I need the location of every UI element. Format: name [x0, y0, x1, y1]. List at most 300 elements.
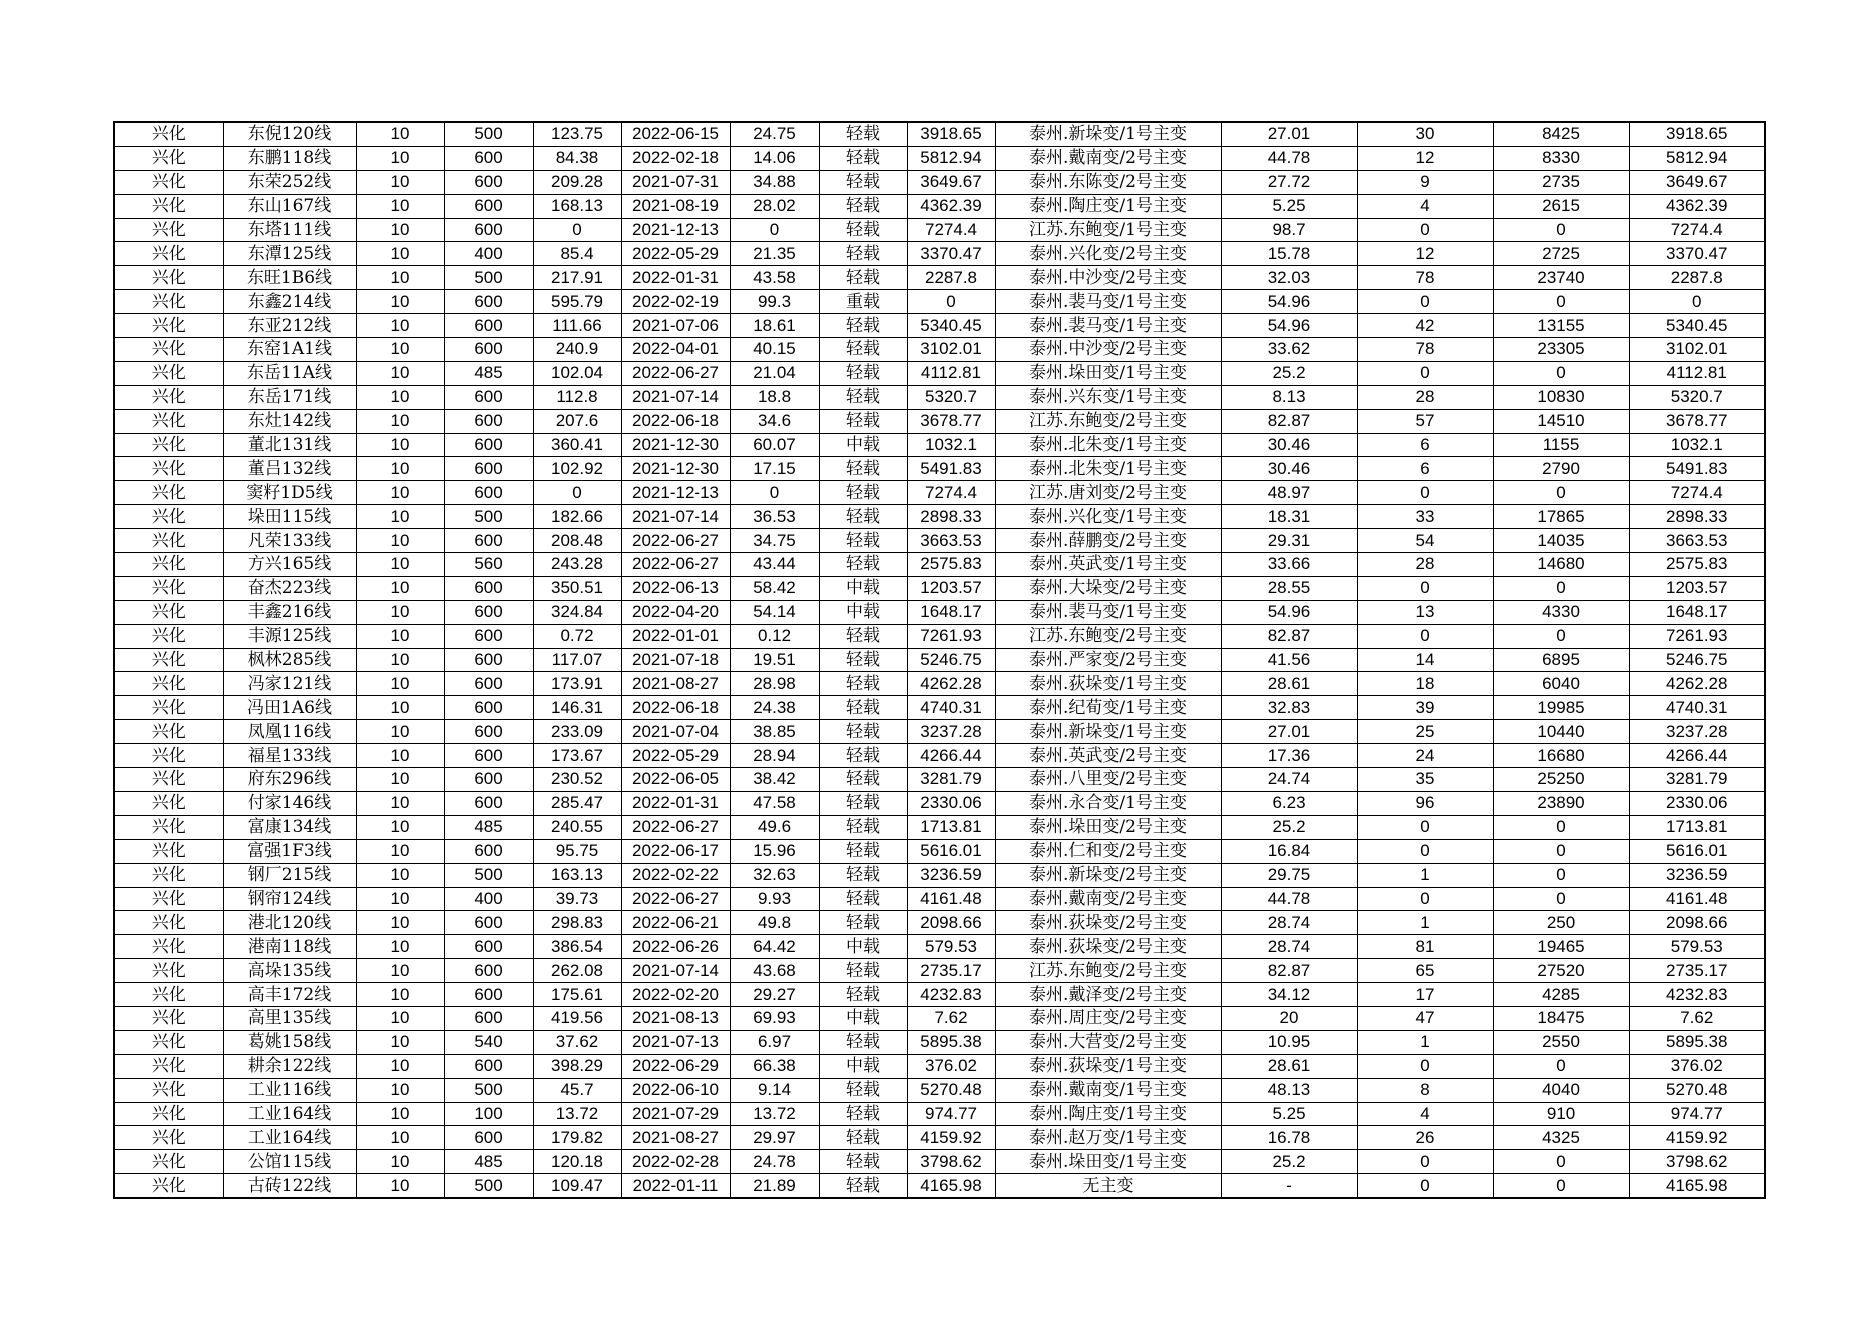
- load-status-cell: 中载: [819, 600, 907, 624]
- capacity-cell: 600: [444, 146, 533, 170]
- load-cell: 163.13: [533, 863, 621, 887]
- load-cell: 0: [533, 481, 621, 505]
- amount-cell: 19465: [1493, 935, 1629, 959]
- count-cell: 0: [1357, 1174, 1493, 1198]
- load-status-cell: 轻载: [819, 529, 907, 553]
- table-row: [114, 481, 1765, 505]
- remaining-capacity-cell: 3649.67: [1629, 170, 1765, 194]
- amount-cell: 0: [1493, 624, 1629, 648]
- voltage-cell: 10: [356, 624, 444, 648]
- count-cell: 1: [1357, 1030, 1493, 1054]
- available-capacity-cell: 4362.39: [907, 194, 995, 218]
- load-cell: 111.66: [533, 314, 621, 338]
- count-cell: 8: [1357, 1078, 1493, 1102]
- load-rate-cell: 6.97: [730, 1030, 819, 1054]
- voltage-cell: 10: [356, 385, 444, 409]
- amount-cell: 0: [1493, 1054, 1629, 1078]
- transformer-load-rate-cell: 48.13: [1221, 1078, 1357, 1102]
- load-status-cell: 轻载: [819, 887, 907, 911]
- capacity-cell: 600: [444, 170, 533, 194]
- transformer-cell: 泰州.垛田变/1号主变: [995, 361, 1221, 385]
- available-capacity-cell: 3370.47: [907, 242, 995, 266]
- line-name-cell: 东旺1B6线: [223, 266, 356, 290]
- transformer-load-rate-cell: 28.61: [1221, 1054, 1357, 1078]
- amount-cell: 10440: [1493, 720, 1629, 744]
- region-cell: 兴化: [114, 768, 223, 792]
- voltage-cell: 10: [356, 672, 444, 696]
- capacity-cell: 400: [444, 242, 533, 266]
- transformer-cell: 泰州.英武变/1号主变: [995, 553, 1221, 577]
- load-cell: 109.47: [533, 1174, 621, 1198]
- transformer-load-rate-cell: 48.97: [1221, 481, 1357, 505]
- capacity-cell: 600: [444, 290, 533, 314]
- available-capacity-cell: 7.62: [907, 1006, 995, 1030]
- voltage-cell: 10: [356, 1174, 444, 1198]
- available-capacity-cell: 3237.28: [907, 720, 995, 744]
- remaining-capacity-cell: 5895.38: [1629, 1030, 1765, 1054]
- amount-cell: 0: [1493, 1174, 1629, 1198]
- transformer-cell: 泰州.东陈变/2号主变: [995, 170, 1221, 194]
- table-row: [114, 1054, 1765, 1078]
- load-status-cell: 轻载: [819, 1102, 907, 1126]
- region-cell: 兴化: [114, 648, 223, 672]
- transformer-load-rate-cell: 5.25: [1221, 194, 1357, 218]
- transformer-load-rate-cell: 28.61: [1221, 672, 1357, 696]
- count-cell: 54: [1357, 529, 1493, 553]
- count-cell: 0: [1357, 839, 1493, 863]
- transformer-load-rate-cell: 17.36: [1221, 744, 1357, 768]
- transformer-cell: 泰州.兴化变/1号主变: [995, 505, 1221, 529]
- load-cell: 240.9: [533, 338, 621, 362]
- load-cell: 398.29: [533, 1054, 621, 1078]
- voltage-cell: 10: [356, 122, 444, 146]
- table-row: [114, 959, 1765, 983]
- count-cell: 28: [1357, 553, 1493, 577]
- line-name-cell: 付家146线: [223, 791, 356, 815]
- capacity-cell: 600: [444, 791, 533, 815]
- table-row: [114, 815, 1765, 839]
- transformer-load-rate-cell: 27.72: [1221, 170, 1357, 194]
- date-cell: 2021-08-27: [621, 1126, 730, 1150]
- load-status-cell: 轻载: [819, 457, 907, 481]
- line-name-cell: 冯家121线: [223, 672, 356, 696]
- transformer-cell: 泰州.陶庄变/1号主变: [995, 194, 1221, 218]
- transformer-load-rate-cell: 8.13: [1221, 385, 1357, 409]
- load-cell: 240.55: [533, 815, 621, 839]
- date-cell: 2022-06-27: [621, 361, 730, 385]
- voltage-cell: 10: [356, 1150, 444, 1174]
- region-cell: 兴化: [114, 122, 223, 146]
- load-status-cell: 轻载: [819, 911, 907, 935]
- capacity-cell: 600: [444, 648, 533, 672]
- region-cell: 兴化: [114, 1126, 223, 1150]
- capacity-cell: 540: [444, 1030, 533, 1054]
- load-rate-cell: 38.42: [730, 768, 819, 792]
- region-cell: 兴化: [114, 983, 223, 1007]
- table-row: [114, 791, 1765, 815]
- capacity-cell: 600: [444, 959, 533, 983]
- load-status-cell: 轻载: [819, 959, 907, 983]
- transformer-load-rate-cell: 30.46: [1221, 457, 1357, 481]
- load-rate-cell: 64.42: [730, 935, 819, 959]
- amount-cell: 2735: [1493, 170, 1629, 194]
- transformer-load-rate-cell: 5.25: [1221, 1102, 1357, 1126]
- remaining-capacity-cell: 5340.45: [1629, 314, 1765, 338]
- capacity-cell: 600: [444, 314, 533, 338]
- date-cell: 2022-06-26: [621, 935, 730, 959]
- transformer-load-rate-cell: 32.03: [1221, 266, 1357, 290]
- voltage-cell: 10: [356, 768, 444, 792]
- load-cell: 182.66: [533, 505, 621, 529]
- load-rate-cell: 29.27: [730, 983, 819, 1007]
- capacity-cell: 600: [444, 935, 533, 959]
- table-row: [114, 1102, 1765, 1126]
- date-cell: 2022-06-10: [621, 1078, 730, 1102]
- transformer-cell: 泰州.严家变/2号主变: [995, 648, 1221, 672]
- table-row: [114, 433, 1765, 457]
- available-capacity-cell: 1713.81: [907, 815, 995, 839]
- table-row: [114, 553, 1765, 577]
- region-cell: 兴化: [114, 935, 223, 959]
- voltage-cell: 10: [356, 1126, 444, 1150]
- load-cell: 112.8: [533, 385, 621, 409]
- load-status-cell: 轻载: [819, 1150, 907, 1174]
- line-name-cell: 窦籽1D5线: [223, 481, 356, 505]
- count-cell: 78: [1357, 338, 1493, 362]
- amount-cell: 8330: [1493, 146, 1629, 170]
- voltage-cell: 10: [356, 457, 444, 481]
- amount-cell: 1155: [1493, 433, 1629, 457]
- capacity-cell: 600: [444, 839, 533, 863]
- count-cell: 39: [1357, 696, 1493, 720]
- date-cell: 2022-06-27: [621, 815, 730, 839]
- region-cell: 兴化: [114, 696, 223, 720]
- transformer-load-rate-cell: 41.56: [1221, 648, 1357, 672]
- amount-cell: 14035: [1493, 529, 1629, 553]
- load-rate-cell: 99.3: [730, 290, 819, 314]
- available-capacity-cell: 7261.93: [907, 624, 995, 648]
- load-status-cell: 轻载: [819, 839, 907, 863]
- transformer-load-rate-cell: 16.84: [1221, 839, 1357, 863]
- available-capacity-cell: 2287.8: [907, 266, 995, 290]
- load-rate-cell: 18.8: [730, 385, 819, 409]
- transformer-cell: 泰州.北朱变/1号主变: [995, 457, 1221, 481]
- capacity-cell: 600: [444, 529, 533, 553]
- load-status-cell: 轻载: [819, 1030, 907, 1054]
- line-name-cell: 丰源125线: [223, 624, 356, 648]
- transformer-load-rate-cell: 82.87: [1221, 409, 1357, 433]
- count-cell: 47: [1357, 1006, 1493, 1030]
- transformer-load-rate-cell: 54.96: [1221, 290, 1357, 314]
- transformer-cell: 泰州.兴化变/2号主变: [995, 242, 1221, 266]
- load-rate-cell: 28.02: [730, 194, 819, 218]
- transformer-load-rate-cell: 15.78: [1221, 242, 1357, 266]
- load-status-cell: 轻载: [819, 242, 907, 266]
- load-rate-cell: 43.68: [730, 959, 819, 983]
- line-name-cell: 方兴165线: [223, 553, 356, 577]
- transformer-cell: 泰州.周庄变/2号主变: [995, 1006, 1221, 1030]
- count-cell: 13: [1357, 600, 1493, 624]
- transformer-cell: 泰州.戴泽变/2号主变: [995, 983, 1221, 1007]
- amount-cell: 0: [1493, 218, 1629, 242]
- transformer-cell: 泰州.仁和变/2号主变: [995, 839, 1221, 863]
- voltage-cell: 10: [356, 815, 444, 839]
- count-cell: 0: [1357, 576, 1493, 600]
- available-capacity-cell: 3663.53: [907, 529, 995, 553]
- amount-cell: 0: [1493, 863, 1629, 887]
- remaining-capacity-cell: 4232.83: [1629, 983, 1765, 1007]
- voltage-cell: 10: [356, 887, 444, 911]
- capacity-cell: 485: [444, 815, 533, 839]
- available-capacity-cell: 376.02: [907, 1054, 995, 1078]
- remaining-capacity-cell: 5270.48: [1629, 1078, 1765, 1102]
- capacity-cell: 600: [444, 433, 533, 457]
- table-row: [114, 266, 1765, 290]
- transformer-load-rate-cell: -: [1221, 1174, 1357, 1198]
- available-capacity-cell: 5616.01: [907, 839, 995, 863]
- transformer-cell: 泰州.新垛变/1号主变: [995, 122, 1221, 146]
- capacity-cell: 600: [444, 720, 533, 744]
- date-cell: 2021-07-29: [621, 1102, 730, 1126]
- load-cell: 120.18: [533, 1150, 621, 1174]
- date-cell: 2022-01-11: [621, 1174, 730, 1198]
- available-capacity-cell: 1032.1: [907, 433, 995, 457]
- voltage-cell: 10: [356, 553, 444, 577]
- voltage-cell: 10: [356, 720, 444, 744]
- load-status-cell: 轻载: [819, 266, 907, 290]
- remaining-capacity-cell: 4262.28: [1629, 672, 1765, 696]
- table-row: [114, 361, 1765, 385]
- available-capacity-cell: 3649.67: [907, 170, 995, 194]
- line-name-cell: 东山167线: [223, 194, 356, 218]
- amount-cell: 19985: [1493, 696, 1629, 720]
- table-row: [114, 600, 1765, 624]
- amount-cell: 23740: [1493, 266, 1629, 290]
- transformer-cell: 泰州.八里变/2号主变: [995, 768, 1221, 792]
- load-rate-cell: 54.14: [730, 600, 819, 624]
- count-cell: 0: [1357, 1150, 1493, 1174]
- transformer-load-rate-cell: 28.55: [1221, 576, 1357, 600]
- date-cell: 2021-07-04: [621, 720, 730, 744]
- load-cell: 102.04: [533, 361, 621, 385]
- capacity-cell: 500: [444, 1078, 533, 1102]
- transformer-load-rate-cell: 6.23: [1221, 791, 1357, 815]
- date-cell: 2022-05-29: [621, 242, 730, 266]
- load-cell: 175.61: [533, 983, 621, 1007]
- remaining-capacity-cell: 3798.62: [1629, 1150, 1765, 1174]
- load-status-cell: 轻载: [819, 983, 907, 1007]
- voltage-cell: 10: [356, 146, 444, 170]
- table-row: [114, 576, 1765, 600]
- table-row: [114, 1078, 1765, 1102]
- load-rate-cell: 34.75: [730, 529, 819, 553]
- amount-cell: 17865: [1493, 505, 1629, 529]
- load-cell: 13.72: [533, 1102, 621, 1126]
- region-cell: 兴化: [114, 433, 223, 457]
- load-cell: 360.41: [533, 433, 621, 457]
- transformer-cell: 泰州.荻垛变/2号主变: [995, 911, 1221, 935]
- available-capacity-cell: 4159.92: [907, 1126, 995, 1150]
- region-cell: 兴化: [114, 1078, 223, 1102]
- capacity-cell: 600: [444, 983, 533, 1007]
- transformer-cell: 江苏.东鲍变/1号主变: [995, 218, 1221, 242]
- line-name-cell: 东亚212线: [223, 314, 356, 338]
- load-rate-cell: 28.94: [730, 744, 819, 768]
- transformer-load-rate-cell: 33.66: [1221, 553, 1357, 577]
- available-capacity-cell: 2575.83: [907, 553, 995, 577]
- available-capacity-cell: 3281.79: [907, 768, 995, 792]
- load-cell: 168.13: [533, 194, 621, 218]
- region-cell: 兴化: [114, 839, 223, 863]
- region-cell: 兴化: [114, 266, 223, 290]
- region-cell: 兴化: [114, 815, 223, 839]
- capacity-cell: 100: [444, 1102, 533, 1126]
- table-row: [114, 1174, 1765, 1198]
- table-row: [114, 744, 1765, 768]
- transformer-load-rate-cell: 44.78: [1221, 887, 1357, 911]
- amount-cell: 0: [1493, 481, 1629, 505]
- remaining-capacity-cell: 4740.31: [1629, 696, 1765, 720]
- date-cell: 2021-07-06: [621, 314, 730, 338]
- line-name-cell: 丰鑫216线: [223, 600, 356, 624]
- table-row: [114, 672, 1765, 696]
- line-name-cell: 奋杰223线: [223, 576, 356, 600]
- load-status-cell: 轻载: [819, 170, 907, 194]
- amount-cell: 14680: [1493, 553, 1629, 577]
- available-capacity-cell: 4266.44: [907, 744, 995, 768]
- load-rate-cell: 34.6: [730, 409, 819, 433]
- count-cell: 18: [1357, 672, 1493, 696]
- region-cell: 兴化: [114, 385, 223, 409]
- voltage-cell: 10: [356, 194, 444, 218]
- load-cell: 230.52: [533, 768, 621, 792]
- count-cell: 0: [1357, 1054, 1493, 1078]
- voltage-cell: 10: [356, 1030, 444, 1054]
- available-capacity-cell: 5246.75: [907, 648, 995, 672]
- transformer-load-rate-cell: 10.95: [1221, 1030, 1357, 1054]
- region-cell: 兴化: [114, 959, 223, 983]
- remaining-capacity-cell: 5616.01: [1629, 839, 1765, 863]
- amount-cell: 0: [1493, 290, 1629, 314]
- capacity-cell: 600: [444, 911, 533, 935]
- amount-cell: 0: [1493, 1150, 1629, 1174]
- region-cell: 兴化: [114, 911, 223, 935]
- line-name-cell: 古砖122线: [223, 1174, 356, 1198]
- line-name-cell: 董北131线: [223, 433, 356, 457]
- date-cell: 2021-08-19: [621, 194, 730, 218]
- region-cell: 兴化: [114, 624, 223, 648]
- region-cell: 兴化: [114, 242, 223, 266]
- date-cell: 2022-02-20: [621, 983, 730, 1007]
- line-name-cell: 枫林285线: [223, 648, 356, 672]
- voltage-cell: 10: [356, 290, 444, 314]
- load-cell: 595.79: [533, 290, 621, 314]
- load-cell: 208.48: [533, 529, 621, 553]
- table-row: [114, 194, 1765, 218]
- date-cell: 2022-06-21: [621, 911, 730, 935]
- count-cell: 78: [1357, 266, 1493, 290]
- load-status-cell: 轻载: [819, 1174, 907, 1198]
- voltage-cell: 10: [356, 935, 444, 959]
- transformer-load-rate-cell: 28.74: [1221, 911, 1357, 935]
- count-cell: 30: [1357, 122, 1493, 146]
- transformer-load-rate-cell: 25.2: [1221, 815, 1357, 839]
- voltage-cell: 10: [356, 863, 444, 887]
- voltage-cell: 10: [356, 744, 444, 768]
- count-cell: 26: [1357, 1126, 1493, 1150]
- transformer-cell: 泰州.戴南变/1号主变: [995, 1078, 1221, 1102]
- load-status-cell: 轻载: [819, 624, 907, 648]
- remaining-capacity-cell: 7274.4: [1629, 481, 1765, 505]
- date-cell: 2022-06-29: [621, 1054, 730, 1078]
- line-name-cell: 高丰172线: [223, 983, 356, 1007]
- amount-cell: 23890: [1493, 791, 1629, 815]
- transformer-load-rate-cell: 29.31: [1221, 529, 1357, 553]
- table-row: [114, 290, 1765, 314]
- load-status-cell: 轻载: [819, 696, 907, 720]
- load-status-cell: 轻载: [819, 218, 907, 242]
- line-name-cell: 东潭125线: [223, 242, 356, 266]
- load-cell: 262.08: [533, 959, 621, 983]
- date-cell: 2022-06-15: [621, 122, 730, 146]
- load-status-cell: 轻载: [819, 744, 907, 768]
- available-capacity-cell: 4232.83: [907, 983, 995, 1007]
- load-rate-cell: 0: [730, 218, 819, 242]
- table-row: [114, 170, 1765, 194]
- remaining-capacity-cell: 4112.81: [1629, 361, 1765, 385]
- available-capacity-cell: 2330.06: [907, 791, 995, 815]
- transformer-load-rate-cell: 24.74: [1221, 768, 1357, 792]
- count-cell: 12: [1357, 146, 1493, 170]
- amount-cell: 2615: [1493, 194, 1629, 218]
- count-cell: 81: [1357, 935, 1493, 959]
- available-capacity-cell: 2098.66: [907, 911, 995, 935]
- capacity-cell: 600: [444, 194, 533, 218]
- load-cell: 102.92: [533, 457, 621, 481]
- load-cell: 285.47: [533, 791, 621, 815]
- load-cell: 85.4: [533, 242, 621, 266]
- load-cell: 207.6: [533, 409, 621, 433]
- date-cell: 2021-07-14: [621, 959, 730, 983]
- amount-cell: 0: [1493, 576, 1629, 600]
- load-rate-cell: 18.61: [730, 314, 819, 338]
- transformer-load-rate-cell: 32.83: [1221, 696, 1357, 720]
- transformer-cell: 泰州.北朱变/1号主变: [995, 433, 1221, 457]
- line-name-cell: 公馆115线: [223, 1150, 356, 1174]
- region-cell: 兴化: [114, 290, 223, 314]
- load-cell: 37.62: [533, 1030, 621, 1054]
- load-rate-cell: 32.63: [730, 863, 819, 887]
- line-name-cell: 港南118线: [223, 935, 356, 959]
- count-cell: 35: [1357, 768, 1493, 792]
- date-cell: 2022-01-01: [621, 624, 730, 648]
- count-cell: 1: [1357, 863, 1493, 887]
- available-capacity-cell: 579.53: [907, 935, 995, 959]
- available-capacity-cell: 5320.7: [907, 385, 995, 409]
- voltage-cell: 10: [356, 648, 444, 672]
- capacity-cell: 600: [444, 1006, 533, 1030]
- transformer-load-rate-cell: 34.12: [1221, 983, 1357, 1007]
- amount-cell: 0: [1493, 361, 1629, 385]
- load-rate-cell: 19.51: [730, 648, 819, 672]
- table-row: [114, 529, 1765, 553]
- region-cell: 兴化: [114, 457, 223, 481]
- load-cell: 217.91: [533, 266, 621, 290]
- region-cell: 兴化: [114, 409, 223, 433]
- load-rate-cell: 0: [730, 481, 819, 505]
- region-cell: 兴化: [114, 1054, 223, 1078]
- table-row: [114, 385, 1765, 409]
